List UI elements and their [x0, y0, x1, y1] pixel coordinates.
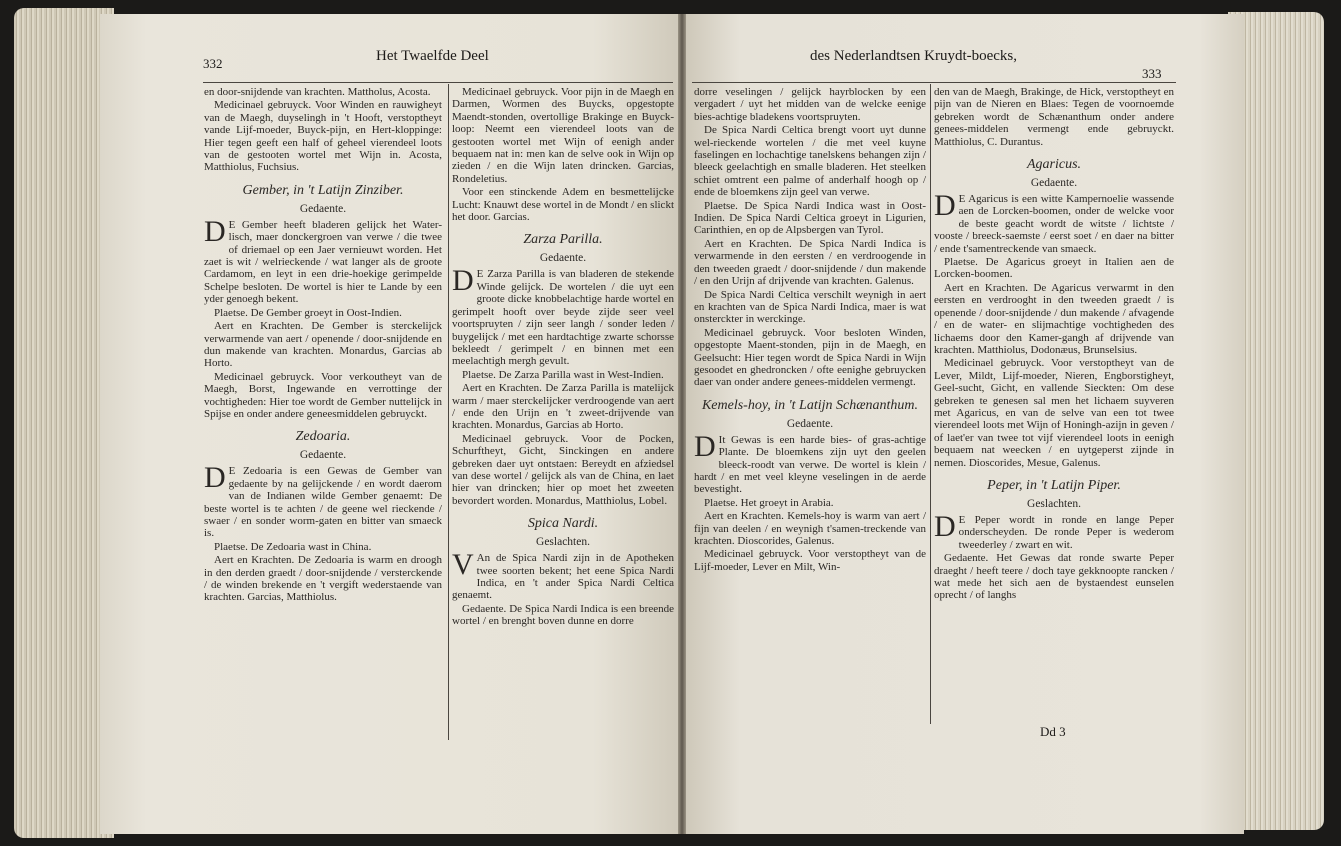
- paragraph: Aert en Krachten. De Spica Nardi Indica is verwarmende in den eersten / en verdroogende in den tweeden graedt / door-snijdende / dun makende / en den Urijn af drijvende van krachten. Galenus.: [694, 237, 926, 288]
- drop-cap: V: [452, 548, 474, 582]
- paragraph-with-drop-cap: [934, 509, 1174, 551]
- left-column-2: [452, 86, 674, 629]
- drop-cap: D: [204, 461, 226, 495]
- right-column-1: [694, 86, 926, 574]
- book-gutter: [678, 14, 686, 834]
- paragraph: den van de Maegh, Brakinge, de Hick, verstoptheyt en pijn van de Nieren en Blaes: Tegen de voornoemde gebreken wordt de Schænanthum onder andere genees-middelen vermengt ende gebruyckt. Matthiolus, C. Durantus.: [934, 86, 1174, 148]
- right-column-2: [934, 86, 1174, 603]
- drop-cap: D: [452, 264, 474, 298]
- subsection-heading: Geslachten.: [1027, 497, 1081, 510]
- paragraph: De Spica Nardi Celtica verschilt weynigh in aert en krachten van de Spica Nardi Indica, maer is wat onsterckter in werckinge.: [694, 288, 926, 326]
- paragraph-text: E Agaricus is een witte Kampernoelie wassende aen de Lorcken-boomen, onder de welcke voor de beste geacht wordt de witste / lichtste / vooste / breeck-saemste / eerst soet / en daer na bitter / ende t'samentreckende van smaeck.: [934, 193, 1174, 255]
- column-rule-left: [448, 84, 449, 740]
- paragraph: Medicinael gebruyck. Voor verkoutheyt van de Maegh, Borst, Ingewande en verrottinge der vochtigheden: Hier toe wordt de Gember nuttelijck in Spijse en onder andere geneesmiddelen gebruyckt.: [204, 370, 442, 420]
- section-heading: Kemels-hoy, in 't Latijn Schænanthum.: [701, 397, 919, 413]
- subsection-heading: Gedaente.: [299, 202, 347, 215]
- paragraph: Aert en Krachten. De Gember is sterckelijck verwarmende van aert / openende / door-snijdende en dun makende van krachten. Monardus, Garcias ab Horto.: [204, 320, 442, 370]
- paragraph: Aert en Krachten. Kemels-hoy is warm van aert / fijn van deelen / en weynigh t'samen-treckende van krachten. Dioscorides, Galenus.: [694, 510, 926, 547]
- paragraph-with-drop-cap: [204, 461, 442, 540]
- section-heading: Spica Nardi.: [527, 516, 599, 532]
- paragraph-text: An de Spica Nardi zijn in de Apotheken twee soorten bekent; het eene Spica Nardi Indica, en 't ander Spica Nardi Celtica genaemt.: [452, 552, 674, 602]
- paragraph: Medicinael gebruyck. Voor pijn in de Maegh en Darmen, Wormen des Buycks, opgestopte Maendt-stonden, overtollige Brakinge en Buyck-loop: Neemt een vierendeel loots van de gestooten wortel met Wijn of eenigh ander bequaem nat in: men kan de selve ook in Wijn op zieden / en die Wijn laten drincken. Garcias, Rondeletius.: [452, 86, 674, 185]
- running-header-right: des Nederlandtsen Kruydt-boecks,: [810, 48, 1018, 64]
- paragraph-text: It Gewas is een harde bies- of gras-achtige Plante. De bloemkens zijn uyt den geelen bleeck-roodt van verwe. De wortel is klein / hardt / en met veel kleyne veselingen in de aerde bevestight.: [694, 433, 926, 496]
- paragraph-text: E Gember heeft bladeren gelijck het Water-lisch, maer donckergroen van verwe / die twee of driemael op een Jaer vernieuwt worden. Het zaet is wit / welrieckende / wat langer als de groote Cardamom, en leyt in een drie-hoekige gerimpelde Schelpe besloten. De wortel is hier te Lande by een yder genoegh bekent.: [204, 218, 442, 306]
- paragraph: Medicinael gebruyck. Voor Winden en rauwigheyt van de Maegh, duyselingh in 't Hooft, verstoptheyt vande Lijf-moeder, Buyck-pijn, en Hert-kloppinge: Hier tegen geeft een half of geheel vierendeel loots van de gestooten wortel met Wijn in. Acosta, Matthiolus, Fuchsius.: [204, 99, 442, 174]
- column-rule-right: [930, 84, 931, 724]
- paragraph: Plaetse. De Zedoaria wast in China.: [214, 540, 372, 553]
- paragraph: Plaetse. De Spica Nardi Indica wast in Oost-Indien. De Spica Nardi Celtica groeyt in Ligurien, Carinthien, en op de Alpsbergen van Tyrol.: [694, 199, 926, 237]
- drop-cap: D: [934, 189, 956, 223]
- paragraph-with-drop-cap: [204, 214, 442, 306]
- section-heading: Agaricus.: [1026, 157, 1082, 173]
- subsection-heading: Gedaente.: [786, 417, 834, 430]
- paragraph: Voor een stinckende Adem en besmettelijcke Lucht: Knauwt dese wortel in de Mondt / en slickt het door. Garcias.: [452, 186, 674, 224]
- paragraph: De Spica Nardi Celtica brengt voort uyt dunne wel-rieckende wortelen / die met veel kuyne faselingen en lochachtige tanelskens behangen zijn / bleeck geelachtigh en smalle bladeren. Het steelken schiet omtrent een palme of anderhalf hoogh op / ende de bloemkens zijn geel van verwe.: [694, 124, 926, 199]
- paragraph: Medicinael gebruyck. Voor de Pocken, Schurftheyt, Gicht, Sinckingen en andere gebreken daer uyt ontstaen: Bereydt en afziedsel van dese wortel / gelijck als van de China, en laet hier van drincken; hier op moet het zweeten bevordert worden. Monardus, Matthiolus, Lobel.: [452, 432, 674, 507]
- paragraph: Medicinael gebruyck. Voor verstoptheyt van de Lever, Mildt, Lijf-moeder, Nieren, Engborstigheyt, Geel-sucht, Gicht, en vallende Sieckten: Om dese gebreken te genesen sal men het lichaem suyveren met Agaricus, en van de selve van een tot twee vierendeel loots met Wijn of Honingh-azijn in geven / of laet'er van twee tot vijf vierendeel loots in eenigh bequaem nat weecken / en uytgeperst zijnde in nemen. Dioscorides, Mesue, Galenus.: [934, 357, 1174, 469]
- paragraph: en door-snijdende van krachten. Mattholus, Acosta.: [204, 86, 431, 98]
- paragraph: Plaetse. Het groeyt in Arabia.: [704, 496, 834, 509]
- section-heading: Gember, in 't Latijn Zinziber.: [242, 182, 404, 198]
- header-rule-left: [203, 82, 673, 83]
- drop-cap: D: [934, 509, 956, 543]
- paragraph-with-drop-cap: [452, 548, 674, 602]
- running-header-left: Het Twaelfde Deel: [376, 48, 489, 64]
- paragraph: dorre veselingen / gelijck hayrblocken by een vergadert / uyt het midden van de welcke eenige bies-achtige bladekens voortspruyten.: [694, 86, 926, 123]
- paragraph: Gedaente. De Spica Nardi Indica is een breende wortel / en brenght boven dunne en dorre: [452, 602, 674, 628]
- subsection-heading: Geslachten.: [536, 536, 590, 549]
- signature-mark: Dd 3: [1040, 724, 1066, 739]
- page-number-right: 333: [1142, 66, 1162, 81]
- paragraph-with-drop-cap: [694, 429, 926, 496]
- drop-cap: D: [694, 429, 716, 463]
- subsection-heading: Gedaente.: [539, 252, 587, 265]
- paragraph: Medicinael gebruyck. Voor besloten Winden, opgestopte Maent-stonden, pijn in de Maegh, en Geelsucht: Hier tegen wordt de Spica Nardi in Wijn gesoodet en ghedroncken / ofte eenighe gebruycken daer van onder andere genees-middelen vermengt.: [694, 326, 926, 389]
- paragraph: Plaetse. De Agaricus groeyt in Italien aen de Lorcken-boomen.: [934, 256, 1174, 281]
- paragraph: Gedaente. Het Gewas dat ronde swarte Peper draeght / heeft teere / doch taye gekknoopte rancken / wat mede het sich aen de bystaendest eunselen oprecht / of langhs: [934, 552, 1174, 602]
- page-number-left: 332: [203, 56, 223, 71]
- book-edge-left: [14, 8, 114, 838]
- section-heading: Zedoaria.: [295, 429, 351, 445]
- paragraph-text: E Zedoaria is een Gewas de Gember van gedaente by na gelijckende / en wordt daerom van de Indianen wilde Gember genaemt: De beste wortel is te achten / de geene wel rieckende / swaer / en sonder worm-gaten en bitter van smaeck is.: [204, 465, 442, 540]
- paragraph: Plaetse. De Zarza Parilla wast in West-Indien.: [462, 368, 664, 381]
- paragraph-with-drop-cap: [452, 264, 674, 368]
- paragraph: Medicinael gebruyck. Voor verstoptheyt van de Lijf-moeder, Lever en Milt, Win-: [694, 548, 926, 573]
- paragraph: Aert en Krachten. De Zedoaria is warm en droogh in den derden graedt / door-snijdende / versterckende / de winden brekende en 't vergift wederstaende van krachten. Garcias, Matthiolus.: [204, 554, 442, 604]
- paragraph-text: E Zarza Parilla is van bladeren de stekende Winde gelijck. De wortelen / die uyt een groote dicke knobbelachtige harde wortel en gerimpelt hooft over beyde zijde seer veel voortspruyten / zijn seer langh / sonder leden / buygelijck / met een hardtachtige zwarte schorsse bekleedt / gerimpelt / en binnen met een meelachtigh mergh gevult.: [452, 268, 674, 368]
- paragraph: Aert en Krachten. De Agaricus verwarmt in den eersten en verdrooght in den tweeden graedt / is openende / door-snijdende / dun makende / afvagende / en de water- en slijmachtige vochtigheden des lichaems door den Kamer-gangh af drijvende van krachten. Matthiolus, Dodonæus, Brunselsius.: [934, 281, 1174, 356]
- paragraph: Plaetse. De Gember groeyt in Oost-Indien.: [214, 306, 402, 319]
- section-heading: Peper, in 't Latijn Piper.: [987, 477, 1121, 493]
- paragraph-with-drop-cap: [934, 189, 1174, 255]
- paragraph: Aert en Krachten. De Zarza Parilla is matelijck warm / maer sterckelijcker verdroogende van aert / ende den Urijn en 't zweet-drijvende van krachten. Monardus, Garcias ab Horto.: [452, 382, 674, 432]
- paragraph-text: E Peper wordt in ronde en lange Peper onderscheyden. De ronde Peper is wederom tweederley / zwart en wit.: [958, 513, 1174, 551]
- subsection-heading: Gedaente.: [299, 449, 347, 462]
- left-column-1: [204, 86, 442, 605]
- drop-cap: D: [204, 214, 226, 248]
- subsection-heading: Gedaente.: [1030, 177, 1078, 190]
- header-rule-right: [692, 82, 1176, 83]
- section-heading: Zarza Parilla.: [523, 232, 603, 248]
